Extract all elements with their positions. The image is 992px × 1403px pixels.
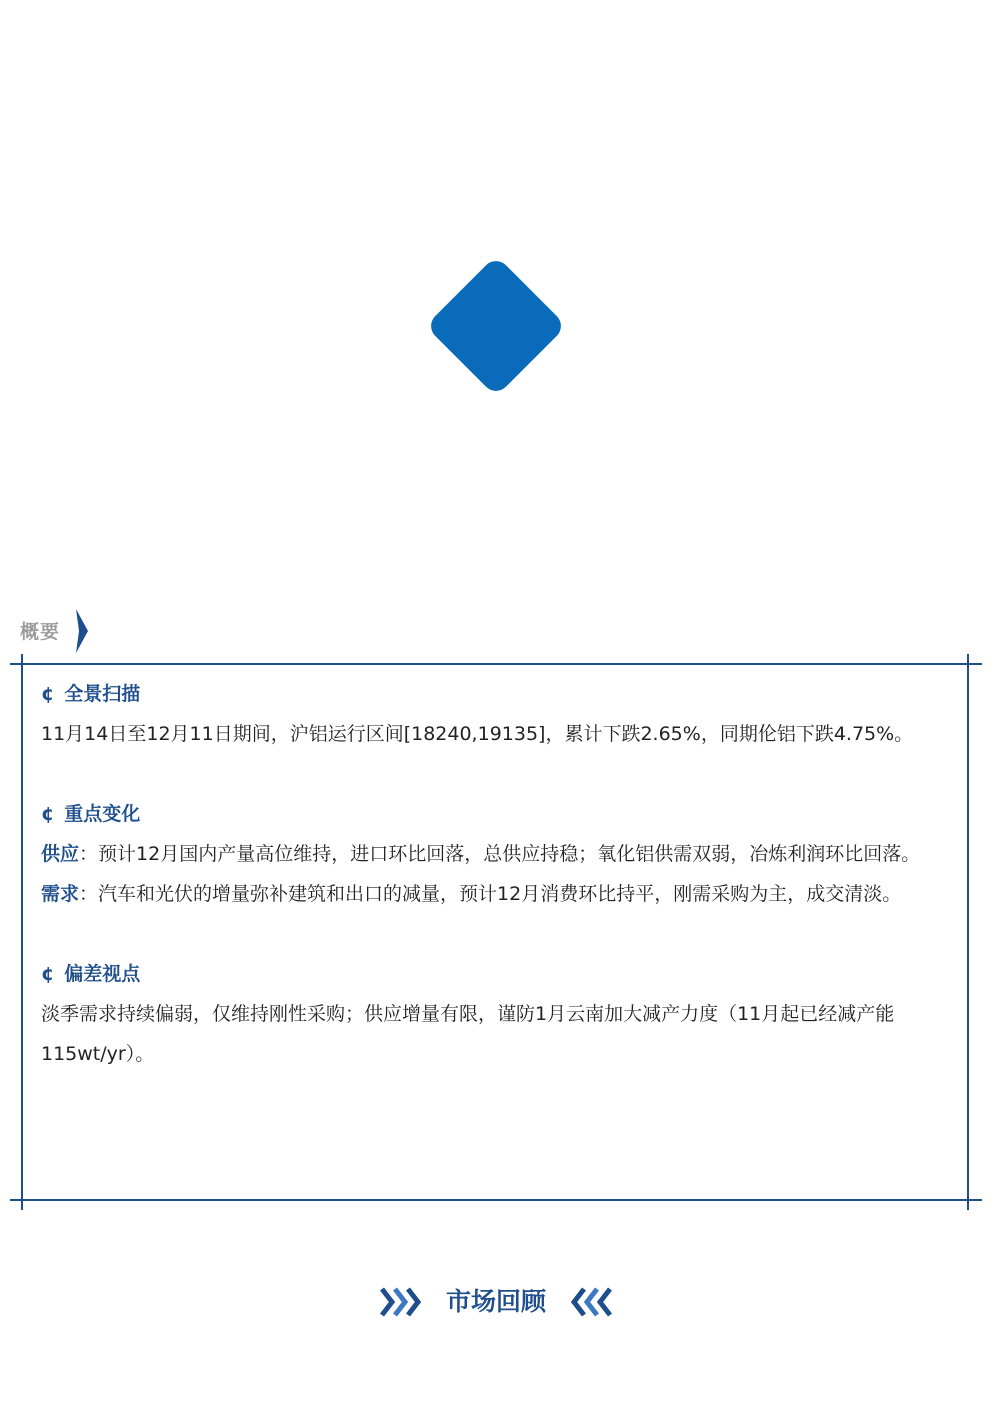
frame-right-line [967, 654, 969, 1210]
summary-content [41, 674, 953, 1074]
demand-paragraph [41, 874, 953, 914]
deviation-title: 偏差视点 [64, 963, 141, 985]
supply-label: 供应 [41, 843, 80, 865]
demand-text: ：汽车和光伏的增量弥补建筑和出口的减量，预计12月消费环比持平，刚需采购为主，成交清淡。 [79, 883, 902, 905]
supply-text: ：预计12月国内产量高位维持，进口环比回落，总供应持稳；氧化铝供需双弱，冶炼利润环比回落。 [79, 843, 921, 865]
bullet-icon: ¢ [41, 963, 55, 985]
frame-left-line [21, 654, 23, 1210]
bullet-icon: ¢ [41, 683, 55, 705]
summary-label: 概要 [20, 621, 61, 643]
deviation-text: 淡季需求持续偏弱，仅维持刚性采购；供应增量有限，谨防1月云南加大减产力度（11月起已经减产能115wt/yr）。 [41, 1003, 895, 1065]
overview-title: 全景扫描 [64, 683, 141, 705]
bullet-icon: ¢ [41, 803, 55, 825]
demand-label: 需求 [41, 883, 80, 905]
frame-top-line [10, 663, 982, 665]
key-changes-heading [41, 794, 953, 834]
deviation-heading [41, 954, 953, 994]
diamond-decoration [425, 255, 566, 396]
section-title: 市场回顾 [445, 1287, 546, 1316]
overview-text: 11月14日至12月11日期间，沪铝运行区间[18240,19135]，累计下跌2.65%，同期伦铝下跌4.75%。 [41, 723, 914, 745]
key-changes-title: 重点变化 [64, 803, 141, 825]
chevron-right-icon [74, 609, 90, 653]
supply-paragraph [41, 834, 953, 874]
overview-heading [41, 674, 953, 714]
frame-bottom-line [10, 1199, 982, 1201]
double-chevron-left-icon [568, 1286, 614, 1318]
